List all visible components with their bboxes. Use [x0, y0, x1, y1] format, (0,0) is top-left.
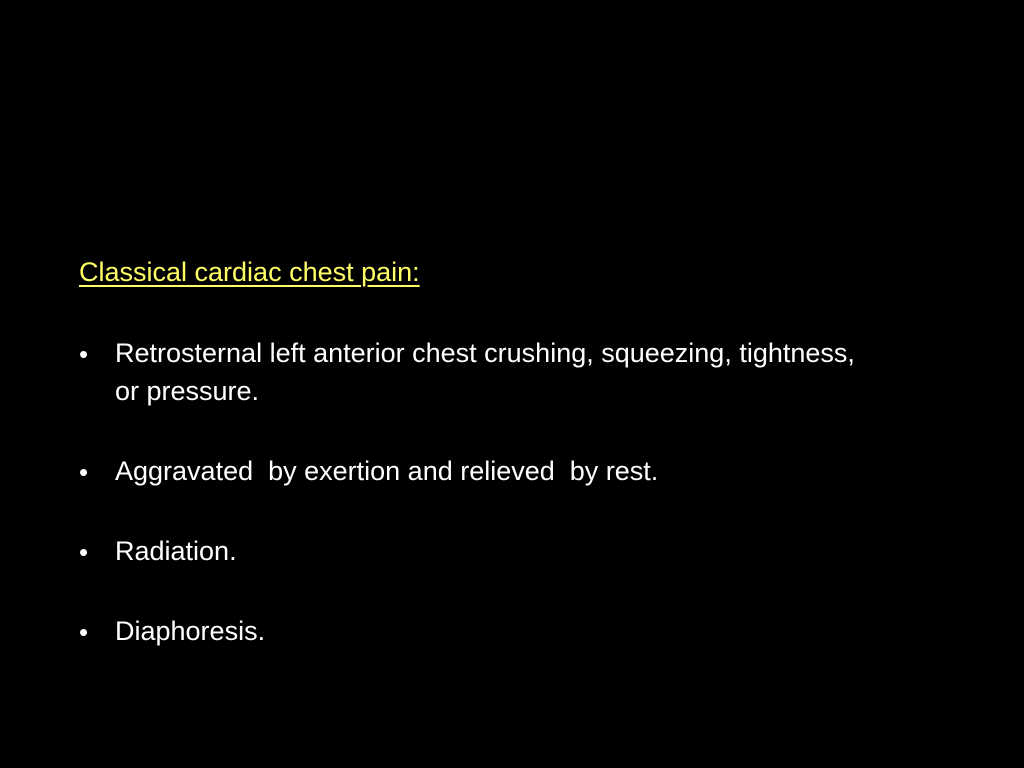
bullet-dot-icon: •	[79, 457, 89, 487]
bullet-dot-icon: •	[79, 339, 89, 369]
slide-heading: Classical cardiac chest pain:	[79, 257, 420, 287]
bullet-dot-icon: •	[79, 617, 89, 647]
bullet-text: Diaphoresis.	[115, 616, 266, 646]
bullet-dot-icon: •	[79, 537, 89, 567]
bullet-text: Radiation.	[115, 536, 237, 566]
bullet-text: Aggravated by exertion and relieved by rest.	[115, 456, 659, 486]
bullet-text: Retrosternal left anterior chest crushing, squeezing, tightness, or pressure.	[115, 338, 855, 406]
